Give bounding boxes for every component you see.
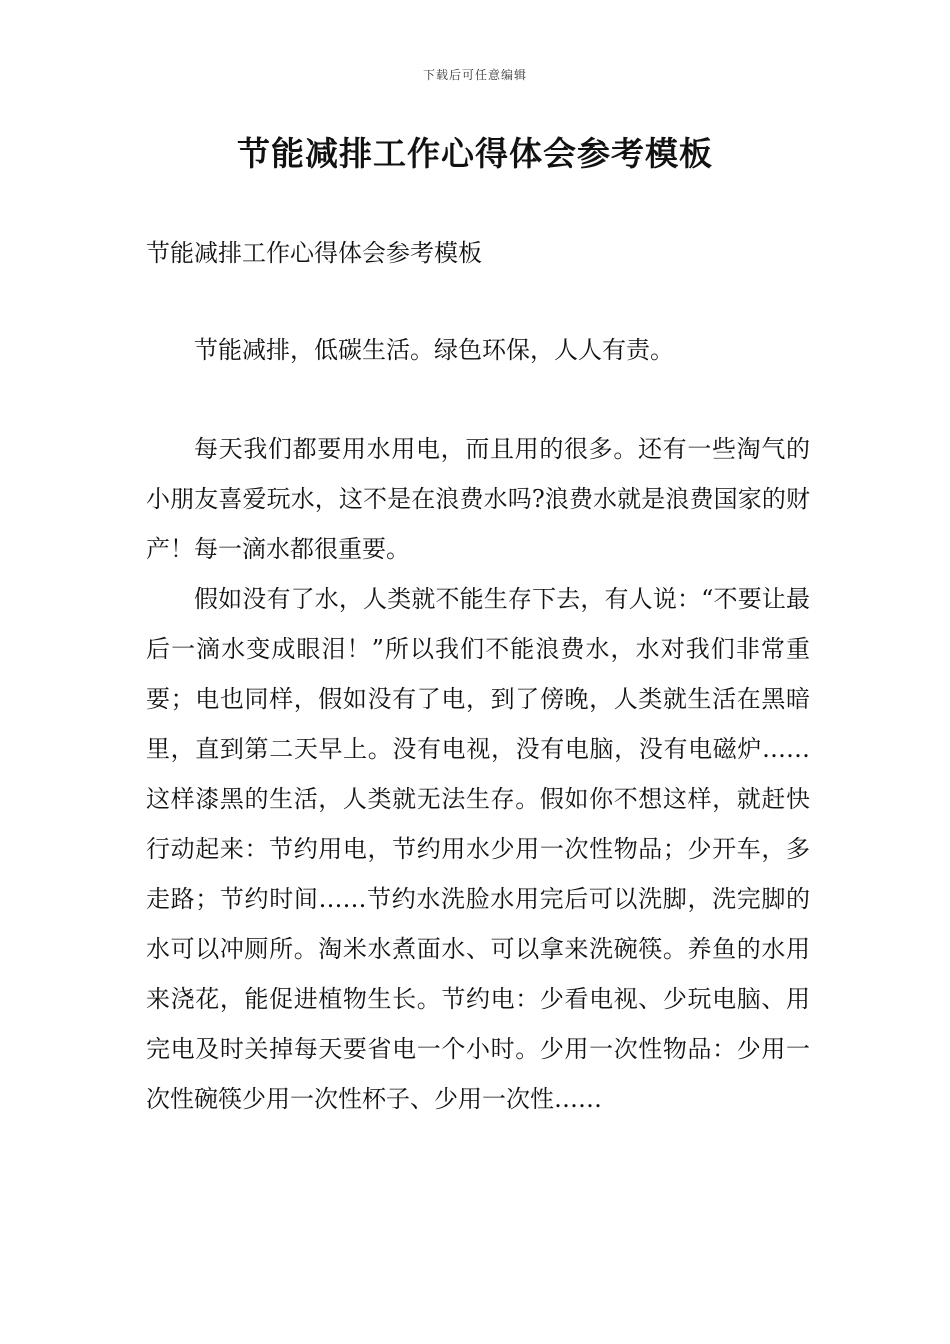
document-title: 节能减排工作心得体会参考模板 bbox=[237, 134, 713, 173]
header-note: 下载后可任意编辑 bbox=[422, 68, 527, 82]
document-subtitle: 节能减排工作心得体会参考模板 bbox=[146, 239, 482, 267]
paragraph-3: 假如没有了水，人类就不能生存下去，有人说：“不要让最后一滴水变成眼泪！”所以我们不能浪费水，水对我们非常重要；电也同样，假如没有了电，到了傍晚，人类就生活在黑暗里，直到第二天早上。没有电视，没有电脑，没有电磁炉……这样漆黑的生活，人类就无法生存。假如你不想这样，就赶快行动起来：节约用电，节约用水少用一次性物品；少开车，多走路；节约时间……节约水洗脸水用完后可以洗脚，洗完脚的水可以冲厕所。淘米水煮面水、可以拿来洗碗筷。养鱼的水用来浇花，能促进植物生长。节约电：少看电视、少玩电脑、用完电及时关掉每天要省电一个小时。少用一次性物品：少用一次性碗筷少用一次性杯子、少用一次性…… bbox=[146, 585, 810, 1113]
paragraph-1: 节能减排，低碳生活。绿色环保，人人有责。 bbox=[194, 336, 674, 364]
paragraph-2: 每天我们都要用水用电，而且用的很多。还有一些淘气的小朋友喜爱玩水，这不是在浪费水吗?浪费水就是浪费国家的财产！每一滴水都很重要。 bbox=[146, 435, 810, 563]
